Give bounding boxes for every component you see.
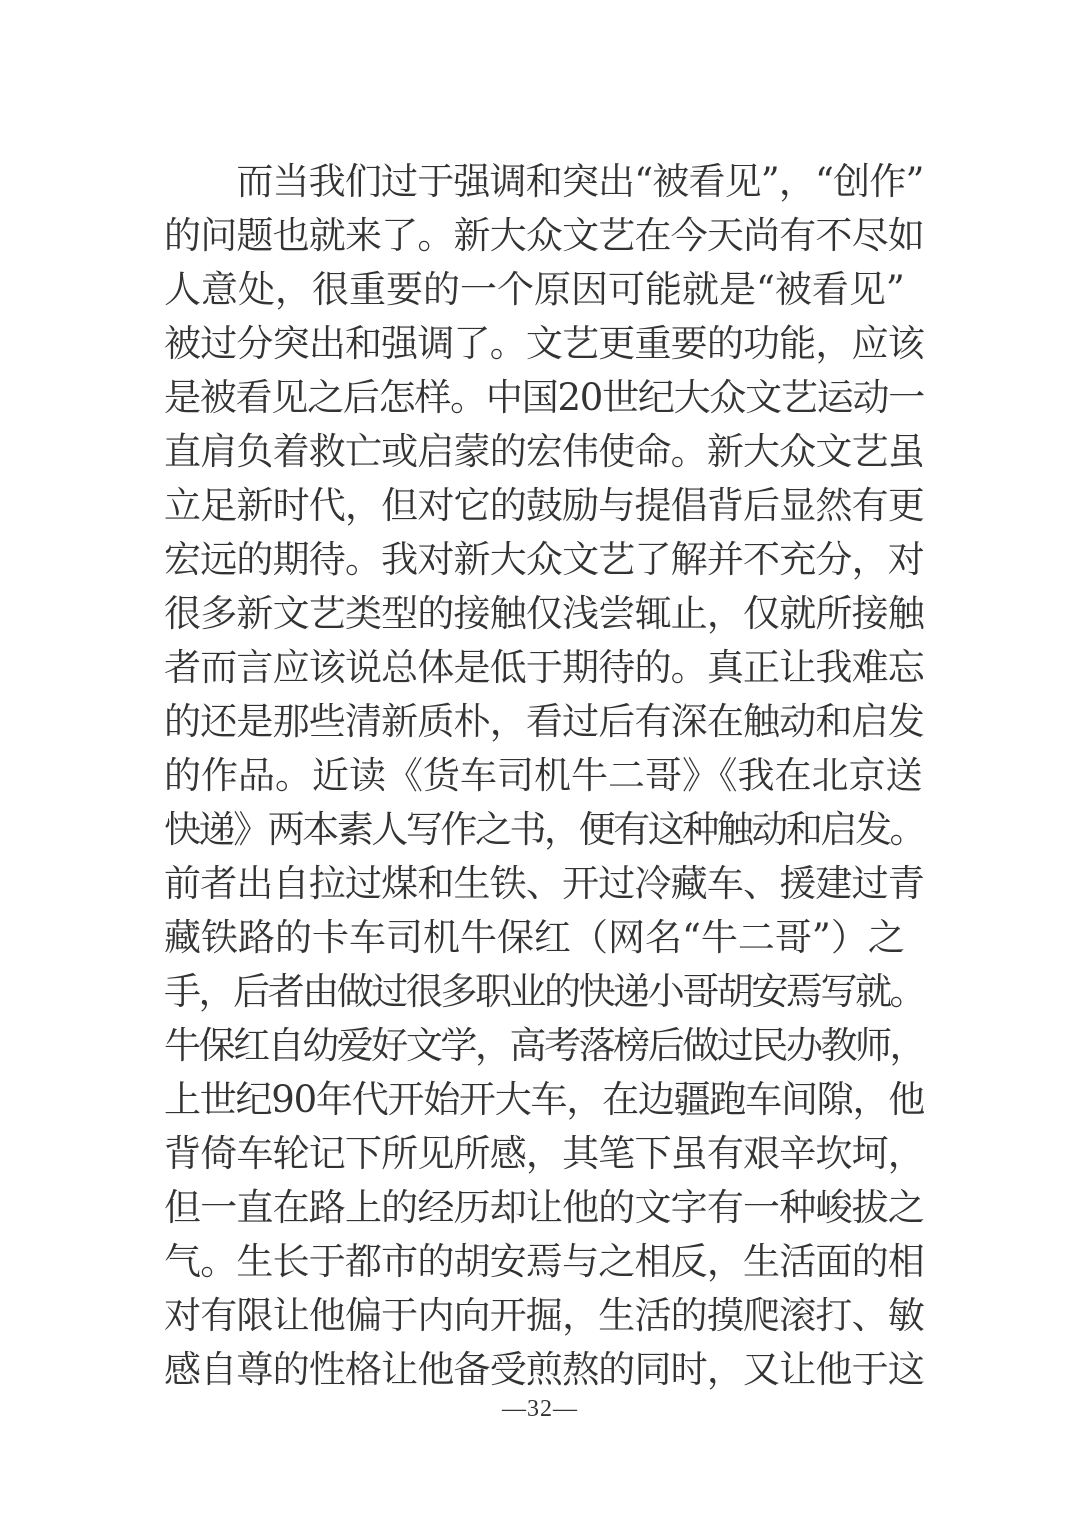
text-line: 的作品。近读《货车司机牛二哥》《我在北京送 xyxy=(164,754,923,797)
text-line: 牛保红自幼爱好文学，高考落榜后做过民办教师， xyxy=(164,1024,925,1067)
text-line: 背倚车轮记下所见所感，其笔下虽有艰辛坎坷， xyxy=(164,1132,924,1175)
page-number: —32— xyxy=(502,1396,578,1422)
text-line: 对有限让他偏于内向开掘，生活的摸爬滚打、敏 xyxy=(164,1294,924,1337)
text-line: 的问题也就来了。新大众文艺在今天尚有不尽如 xyxy=(164,214,924,257)
text-line: 很多新文艺类型的接触仅浅尝辄止，仅就所接触 xyxy=(164,592,924,635)
text-line: 但一直在路上的经历却让他的文字有一种峻拔之 xyxy=(164,1186,924,1229)
text-line: 是被看见之后怎样。中国20世纪大众文艺运动一 xyxy=(164,376,925,419)
text-line: 气。生长于都市的胡安焉与之相反，生活面的相 xyxy=(164,1240,924,1283)
text-line: 的还是那些清新质朴，看过后有深在触动和启发 xyxy=(164,700,924,743)
text-line: 宏远的期待。我对新大众文艺了解并不充分，对 xyxy=(164,538,924,581)
text-line: 而当我们过于强调和突出“被看见”，“创作” xyxy=(164,160,924,203)
text-line: 者而言应该说总体是低于期待的。真正让我难忘 xyxy=(164,646,924,689)
text-line: 上世纪90年代开始开大车，在边疆跑车间隙，他 xyxy=(164,1078,925,1121)
text-line: 被过分突出和强调了。文艺更重要的功能，应该 xyxy=(164,322,924,365)
text-line: 藏铁路的卡车司机牛保红（网名“牛二哥”）之 xyxy=(164,916,905,959)
text-line: 直肩负着救亡或启蒙的宏伟使命。新大众文艺虽 xyxy=(164,430,924,473)
text-line: 人意处，很重要的一个原因可能就是“被看见” xyxy=(164,268,905,311)
text-line: 手，后者由做过很多职业的快递小哥胡安焉写就。 xyxy=(164,970,925,1013)
text-line: 立足新时代，但对它的鼓励与提倡背后显然有更 xyxy=(164,484,924,527)
text-line: 前者出自拉过煤和生铁、开过冷藏车、援建过青 xyxy=(164,862,924,905)
text-line: 快递》两本素人写作之书，便有这种触动和启发。 xyxy=(164,808,925,851)
body-paragraph xyxy=(164,155,924,1397)
text-line: 感自尊的性格让他备受煎熬的同时，又让他于这 xyxy=(164,1348,924,1391)
